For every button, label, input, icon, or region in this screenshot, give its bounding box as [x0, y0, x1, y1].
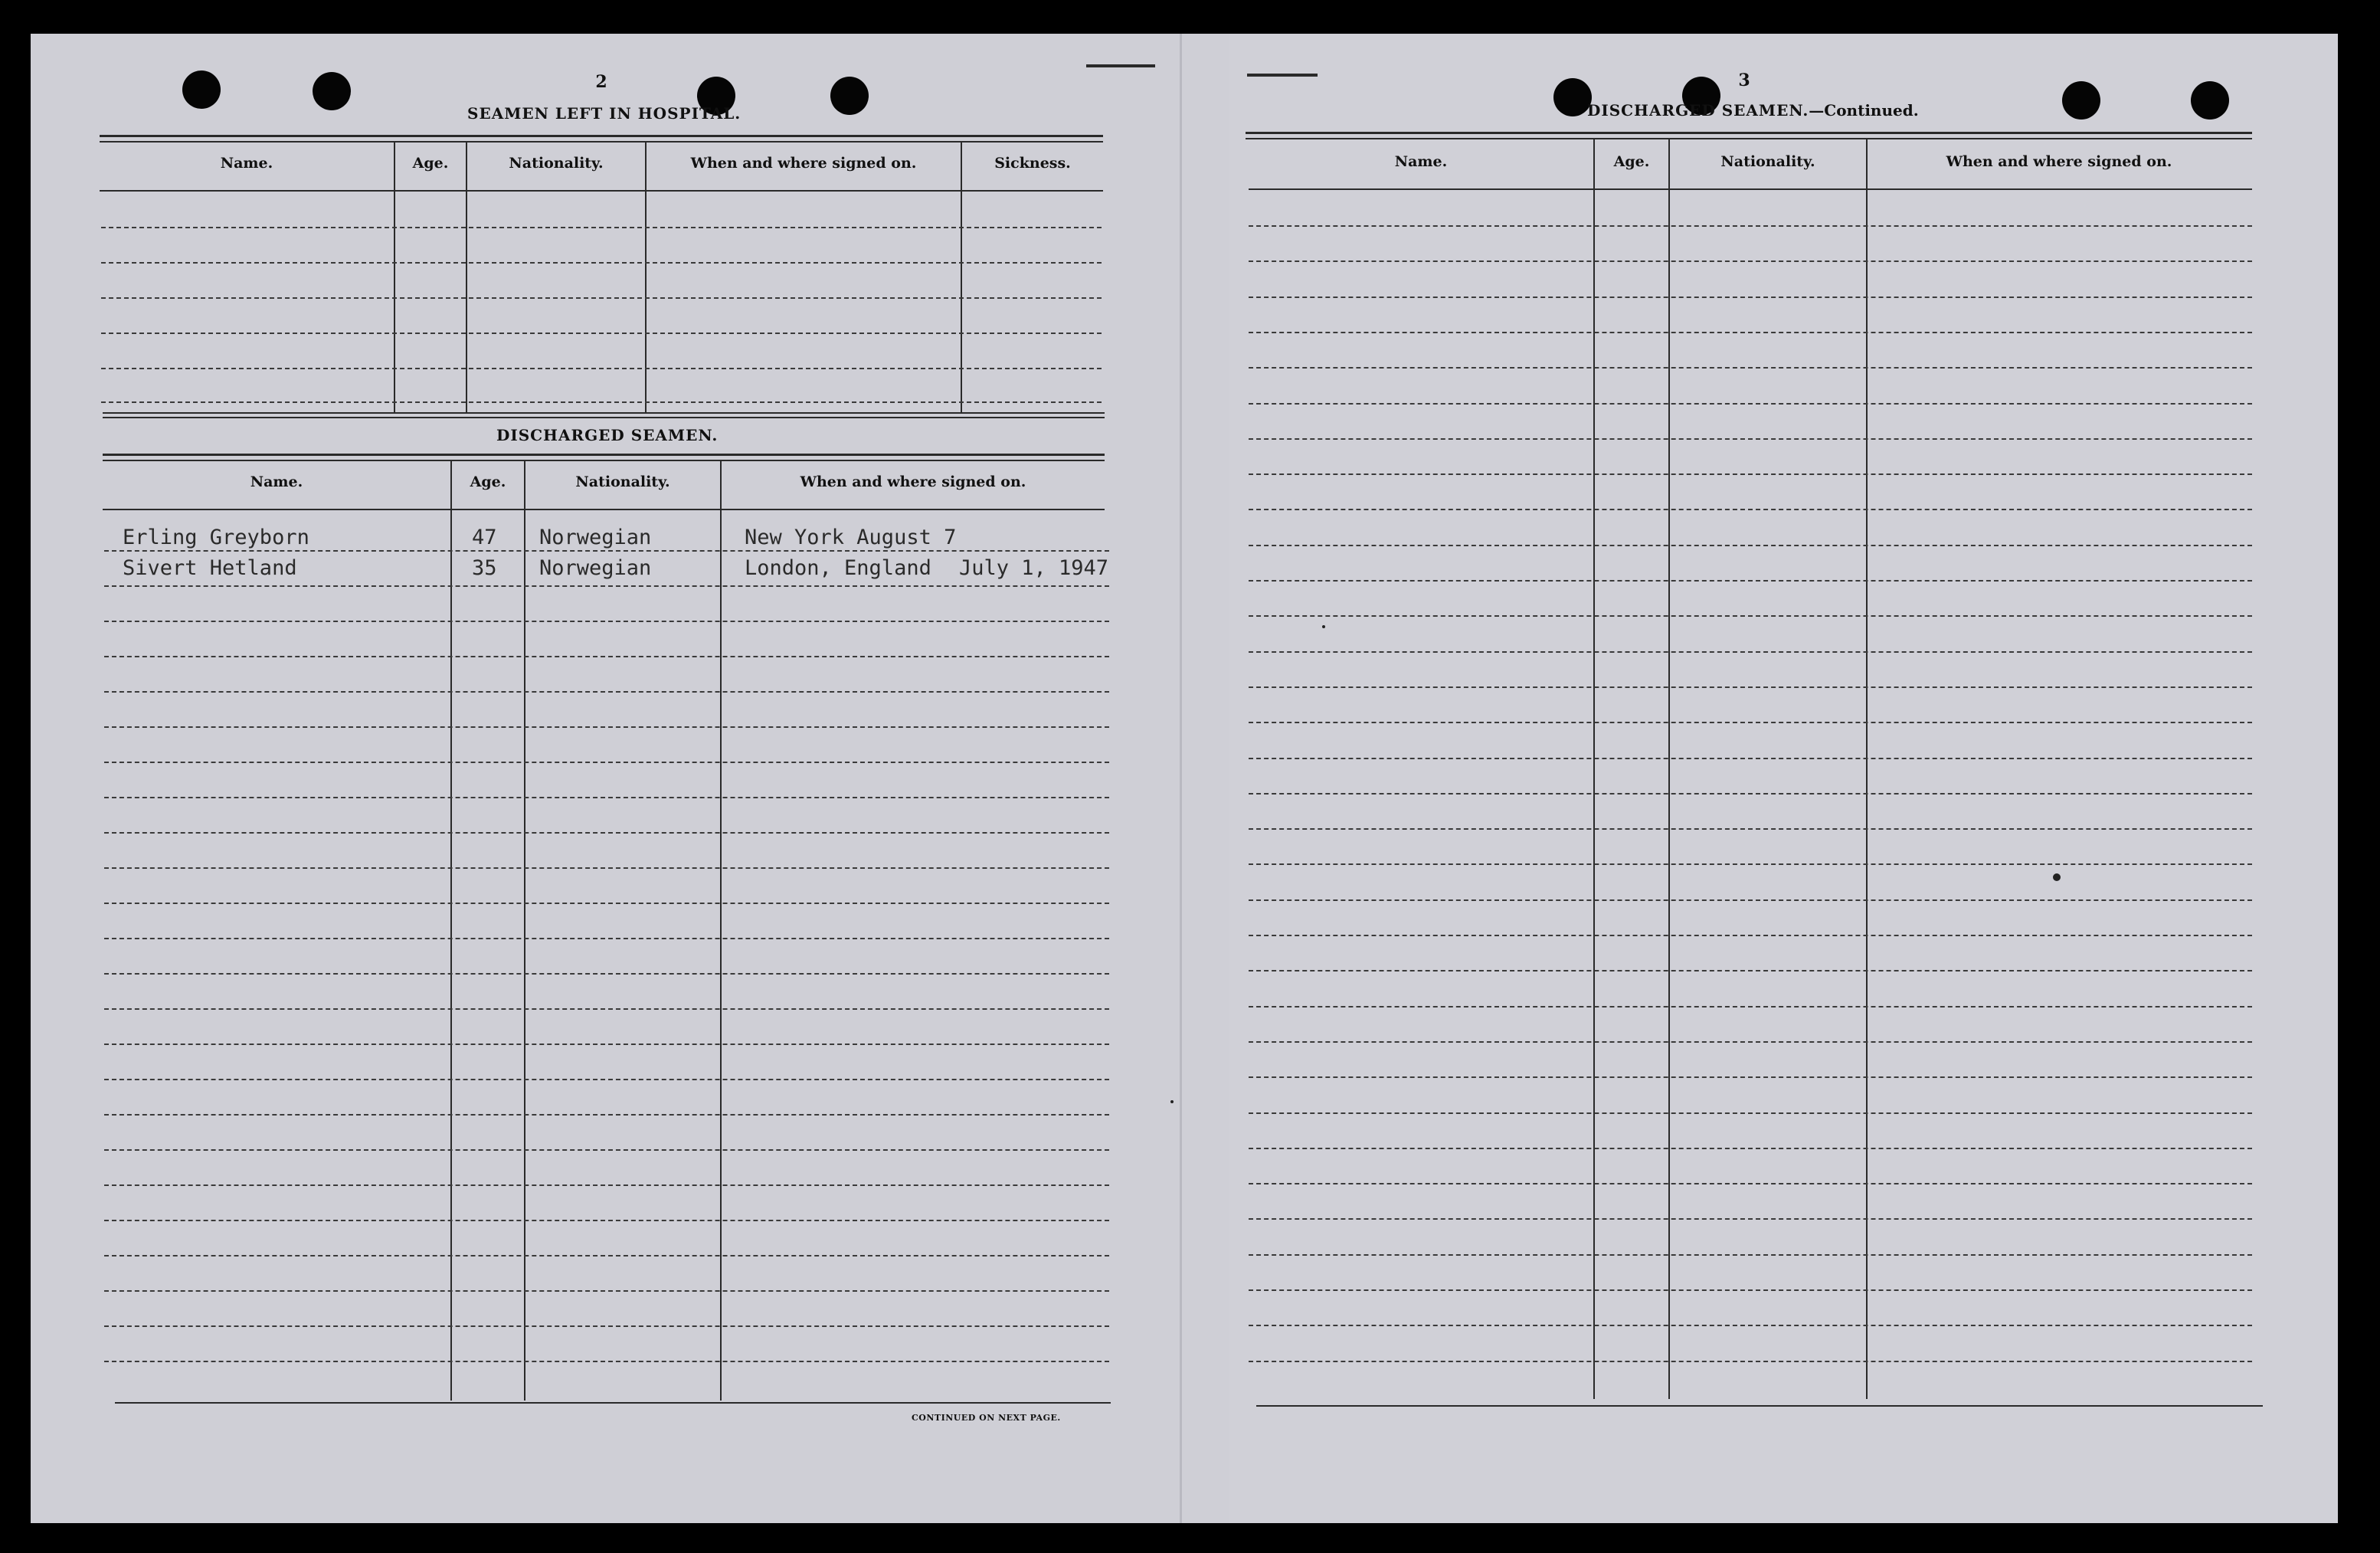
discharged-row-name: Erling Greyborn — [123, 526, 309, 549]
dotted-row-line — [1249, 1218, 2252, 1220]
dotted-row-line — [1249, 970, 2252, 971]
discharged-top-rule — [103, 454, 1105, 456]
dotted-row-line — [1249, 403, 2252, 405]
dotted-row-line — [1249, 509, 2252, 510]
dotted-row-line — [1249, 758, 2252, 759]
scan-speck — [1170, 1100, 1174, 1103]
right-col-divider — [1866, 139, 1868, 1399]
right-section-title-text: DISCHARGED SEAMEN. — [1587, 101, 1809, 120]
dotted-row-line — [1249, 651, 2252, 653]
right-top-rule — [1246, 132, 2252, 134]
dotted-row-line — [104, 656, 1109, 657]
dotted-row-line — [104, 867, 1109, 869]
punch-hole — [313, 72, 351, 110]
right-section-title — [1587, 101, 1919, 120]
dotted-row-line — [104, 938, 1109, 939]
dotted-row-line — [104, 832, 1109, 834]
discharged-row-signed-on: New York August 7 — [745, 526, 957, 549]
hospital-bottom-rule — [103, 412, 1105, 414]
dotted-row-line — [104, 550, 1109, 552]
dotted-row-line — [1249, 297, 2252, 298]
discharged-col-name: Name. — [250, 473, 303, 490]
punch-hole — [182, 70, 221, 109]
dotted-row-line — [1249, 1076, 2252, 1078]
dotted-row-line — [104, 1044, 1109, 1045]
right-col-signed-on: When and where signed on. — [1946, 153, 2172, 170]
dotted-row-line — [104, 1114, 1109, 1116]
dotted-row-line — [104, 1079, 1109, 1080]
dotted-row-line — [1249, 332, 2252, 333]
dotted-row-line — [1249, 1361, 2252, 1362]
dotted-row-line — [104, 797, 1109, 798]
dotted-row-line — [1249, 828, 2252, 830]
punch-hole — [1553, 78, 1592, 116]
page-number-left: 2 — [595, 72, 607, 92]
dotted-row-line — [1249, 1289, 2252, 1291]
discharged-col-divider — [450, 461, 452, 1401]
discharged-row-name: Sivert Hetland — [123, 556, 297, 580]
dotted-row-line — [1249, 225, 2252, 227]
right-header-rule — [1249, 188, 2252, 190]
hospital-bottom-rule-2 — [103, 417, 1105, 418]
scan-speck — [2053, 873, 2061, 881]
dotted-row-line — [1249, 1183, 2252, 1184]
punch-hole — [2062, 81, 2100, 120]
hospital-col-divider — [466, 143, 467, 412]
hospital-header-rule — [100, 190, 1103, 192]
dotted-row-line — [104, 1255, 1109, 1256]
dotted-row-line — [1249, 1112, 2252, 1114]
continued-footer: CONTINUED ON NEXT PAGE. — [912, 1413, 1061, 1423]
page-fold — [1180, 34, 1182, 1523]
right-col-nationality: Nationality. — [1720, 153, 1815, 170]
discharged-row-signed-on: London, England — [745, 556, 931, 580]
discharged-col-divider — [524, 461, 525, 1401]
right-col-divider — [1593, 139, 1595, 1399]
dotted-row-line — [104, 1325, 1109, 1327]
hospital-col-nationality: Nationality. — [509, 155, 604, 172]
dotted-row-line — [1249, 1325, 2252, 1326]
discharged-col-divider — [720, 461, 722, 1401]
hospital-col-divider — [394, 143, 395, 412]
dotted-row-line — [1249, 1041, 2252, 1043]
dotted-row-line — [104, 973, 1109, 975]
discharged-row-nationality: Norwegian — [539, 526, 652, 549]
dotted-row-line — [1249, 473, 2252, 475]
punch-hole — [830, 77, 869, 115]
dotted-row-line — [1249, 438, 2252, 440]
dotted-row-line — [1249, 1254, 2252, 1256]
discharged-row-age: 47 — [472, 526, 497, 549]
discharged-row-nationality: Norwegian — [539, 556, 652, 580]
hospital-dotted-row — [101, 368, 1102, 369]
punch-hole — [2191, 81, 2229, 120]
dotted-row-line — [104, 762, 1109, 763]
discharged-col-signed-on: When and where signed on. — [800, 473, 1026, 490]
dotted-row-line — [104, 691, 1109, 693]
hospital-top-rule — [100, 135, 1103, 137]
right-col-age: Age. — [1613, 153, 1650, 170]
right-col-divider — [1668, 139, 1670, 1399]
hospital-col-divider — [961, 143, 962, 412]
dotted-row-line — [104, 621, 1109, 622]
hospital-col-sickness: Sickness. — [994, 155, 1071, 172]
discharged-bottom-rule — [115, 1402, 1111, 1404]
dotted-row-line — [104, 1220, 1109, 1221]
hospital-col-divider — [645, 143, 647, 412]
discharged-col-age: Age. — [470, 473, 506, 490]
dotted-row-line — [1249, 1148, 2252, 1149]
hospital-section-title: SEAMEN LEFT IN HOSPITAL. — [467, 104, 741, 123]
scan-speck — [1322, 625, 1325, 628]
hospital-dotted-row — [101, 297, 1102, 299]
page-number-right: 3 — [1738, 70, 1750, 90]
hospital-dotted-row — [101, 227, 1102, 228]
hospital-dotted-row — [101, 333, 1102, 334]
dotted-row-line — [1249, 260, 2252, 262]
scan-mark — [1247, 74, 1318, 77]
dotted-row-line — [1249, 367, 2252, 369]
discharged-row-signed-on-date: July 1, 1947 — [959, 556, 1109, 580]
discharged-top-rule-2 — [103, 460, 1105, 461]
dotted-row-line — [104, 585, 1109, 587]
dotted-row-line — [104, 1149, 1109, 1151]
hospital-dotted-row — [101, 262, 1102, 264]
dotted-row-line — [104, 903, 1109, 904]
dotted-row-line — [104, 726, 1109, 728]
dotted-row-line — [104, 1184, 1109, 1186]
dotted-row-line — [1249, 863, 2252, 865]
dotted-row-line — [1249, 935, 2252, 936]
hospital-dotted-row — [101, 401, 1102, 403]
right-section-title-suffix: —Continued. — [1809, 101, 1919, 120]
scan-mark — [1086, 64, 1155, 67]
right-top-rule-2 — [1246, 138, 2252, 139]
left-page — [31, 34, 1229, 1523]
discharged-row-age: 35 — [472, 556, 497, 580]
dotted-row-line — [1249, 1006, 2252, 1007]
right-page — [1229, 34, 2338, 1523]
right-bottom-rule — [1256, 1405, 2263, 1407]
dotted-row-line — [1249, 580, 2252, 582]
hospital-col-age: Age. — [412, 155, 449, 172]
dotted-row-line — [104, 1008, 1109, 1010]
dotted-row-line — [1249, 545, 2252, 546]
dotted-row-line — [1249, 899, 2252, 901]
hospital-col-signed-on: When and where signed on. — [690, 155, 917, 172]
hospital-col-name: Name. — [220, 155, 273, 172]
hospital-top-rule-2 — [100, 141, 1103, 143]
right-col-name: Name. — [1394, 153, 1448, 170]
dotted-row-line — [1249, 615, 2252, 617]
dotted-row-line — [104, 1361, 1109, 1362]
dotted-row-line — [1249, 686, 2252, 688]
dotted-row-line — [104, 1290, 1109, 1292]
discharged-col-nationality: Nationality. — [575, 473, 670, 490]
dotted-row-line — [1249, 793, 2252, 795]
dotted-row-line — [1249, 722, 2252, 723]
discharged-section-title: DISCHARGED SEAMEN. — [496, 426, 719, 444]
discharged-header-rule — [103, 509, 1105, 510]
